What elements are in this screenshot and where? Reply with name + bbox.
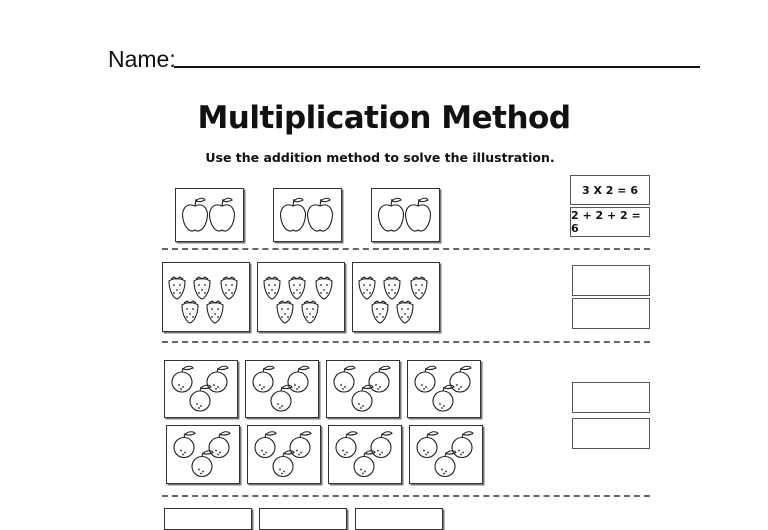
addition-answer-box-1[interactable]: 2 + 2 + 2 = 6 (570, 207, 650, 237)
worksheet-instruction: Use the addition method to solve the illustration. (205, 150, 555, 165)
apple-group-3 (371, 188, 440, 242)
next-row-group-2 (259, 508, 347, 530)
orange-group-4 (407, 360, 481, 418)
strawberry-group-1 (162, 262, 250, 332)
apple-group-1 (175, 188, 244, 242)
strawberry-group-3 (352, 262, 440, 332)
orange-icon (165, 361, 237, 417)
multiplication-answer-box-1[interactable]: 3 X 2 = 6 (570, 175, 650, 205)
strawberry-icon (353, 263, 439, 331)
orange-icon (329, 426, 401, 483)
apple-icon (176, 189, 243, 241)
name-line[interactable] (174, 66, 700, 68)
apple-icon (372, 189, 439, 241)
divider-2 (162, 341, 650, 343)
name-label: Name: (108, 46, 176, 72)
addition-answer-box-2[interactable] (572, 298, 650, 329)
divider-1 (162, 248, 650, 250)
strawberry-icon (163, 263, 249, 331)
orange-icon (248, 426, 320, 483)
addition-answer-box-3[interactable] (572, 418, 650, 449)
strawberry-group-2 (257, 262, 345, 332)
multiplication-answer-box-2[interactable] (572, 265, 650, 296)
orange-icon (410, 426, 482, 483)
orange-group-3 (326, 360, 400, 418)
orange-icon (327, 361, 399, 417)
apple-group-2 (273, 188, 342, 242)
orange-group-7 (328, 425, 402, 484)
next-row-group-3 (355, 508, 443, 530)
orange-icon (167, 426, 239, 483)
worksheet-title: Multiplication Method (197, 100, 571, 136)
strawberry-icon (258, 263, 344, 331)
orange-group-1 (164, 360, 238, 418)
multiplication-answer-box-3[interactable] (572, 382, 650, 413)
orange-group-5 (166, 425, 240, 484)
name-row (108, 44, 700, 74)
orange-icon (408, 361, 480, 417)
divider-3 (162, 495, 650, 497)
apple-icon (274, 189, 341, 241)
orange-group-2 (245, 360, 319, 418)
orange-group-8 (409, 425, 483, 484)
orange-icon (246, 361, 318, 417)
next-row-group-1 (164, 508, 252, 530)
orange-group-6 (247, 425, 321, 484)
